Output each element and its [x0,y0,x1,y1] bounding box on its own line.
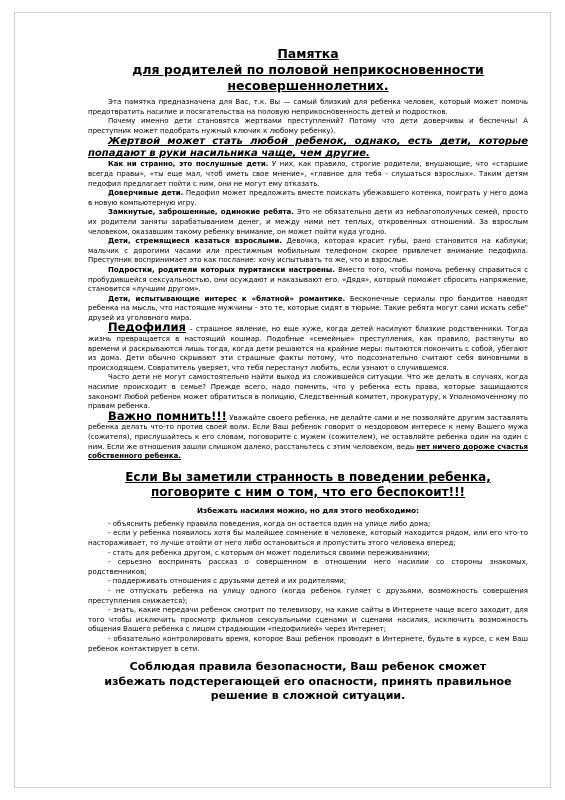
list-item: - знать, какие передачи ребенок смотрит по телевизору, на какие сайты в Интернете чаще всего заходит, для того чтобы исключить просмотр фильмов сексуальными сценами и сценами насилия, исключить возможность общения Вашего ребенка с лицом страдающим «педофилией» через Интернет; [88,606,528,634]
group-lead: Доверчивые дети. [108,189,184,198]
group-lead: Подростки, родители которых пуритански настроены. [108,265,335,274]
group-lead: Дети, стремящиеся казаться взрослыми. [108,237,282,246]
group-paragraph [88,208,528,237]
remember-word: Важно помнить!!! [108,408,227,423]
pedofilia-paragraph [88,320,528,373]
group-lead: Дети, испытывающие интерес к «блатной» романтике. [108,294,346,303]
footer-line-2: избежать подстерегающей его опасности, принять правильное [104,674,512,688]
pedofilia-word: Педофилия [108,320,186,335]
group-paragraph [88,160,528,189]
document-body [88,38,528,704]
pedofilia-text: – страшное явление, но еще хуже, когда детей насилуют близкие родственники. Тогда жизнь превращается в настоящий кошмар. Подобные «семейные» преступления, как правило, растянуты во времени и раскрываются лишь тогда, когда дети решаются на крайние меры: пытаются покончить с собой, убегают из дома. Дети обычно скрывают эти страшные факты потому, что подсознательно считают себя виновными в происходящем. Совратитель уверяет, что тебя перестанут любить, если узнают о случившемся. [88,325,528,372]
title-line-1: Памятка [277,46,339,61]
title-line-3: несовершеннолетних. [227,78,389,93]
remember-paragraph [88,408,528,462]
list-item: - обязательно контролировать время, которое Ваш ребенок проводит в Интернете, будьте в курсе, с кем Ваш ребенок контактирует в сети. [88,634,528,653]
group-lead: Как ни странно, это послушные дети. [108,160,269,169]
highlight-statement: Жертвой может стать любой ребенок, однако, есть дети, которые попадают в руки насильника чаще, чем другие. [88,136,528,160]
group-paragraph [88,266,528,295]
group-text: Бесконечные сериалы про бандитов наводят ребенка на мысль, что настоящие мужчины - это те, которые сидят в тюрьме. Такие ребята могут сами искать себе" друзей из уголовного мира. [88,294,528,322]
heading-2-line-2: поговорите с ним о том, что его беспокоит!!! [150,484,466,499]
title-line-2: для родителей по половой неприкосновенности [132,62,484,77]
group-lead: Замкнутые, заброшенные, одинокие ребята. [108,208,294,217]
group-paragraph [88,295,528,324]
group-paragraph [88,237,528,266]
list-item: - объяснить ребенку правила поведения, когда он остается один на улице либо дома; [108,519,431,528]
list-item: - не отпускать ребенка на улицу одного (когда ребенок гуляет с друзьями, возможность совершения преступления снижается); [88,586,528,605]
footer-line-1: Соблюдая правила безопасности, Ваш ребенок сможет [129,660,487,674]
remember-text: Уважайте своего ребенка, не делайте сами и не позволяйте другим заставлять ребенка делать что-то против своей воли. Если Ваш ребенок говорит о нездоровом интересе к нему Вашего мужа (сожителя), прислушайтесь к его словам, поговорите с мужем (сожителем), не оставляйте ребенка один на один с ним. Если же отношения зашли слишком далеко, расстаньтесь с этим человеком, ведь [88,413,528,451]
group-text: Вместо того, чтобы помочь ребенку справиться с пробудившейся сексуальностью, они осуждают и наказывают его. «Дядя», который поможет сбросить напряжение, становится «лучшим другом». [88,265,528,294]
list-item: - серьезно воспринять рассказ о совершенном в отношении него насилии со стороны знакомых, родственников; [88,558,528,576]
remember-tail: нет ничего дороже счастья собственного ребенка. [88,442,528,461]
heading-3: Избежать насилия можно, но для этого необходимо: [197,505,419,515]
intro-paragraph-1: Эта памятка предназначена для Вас, т.к. Вы — самый близкий для ребенка человек, который может помочь предотвратить насилие и посягательства на половую неприкосновенность детей и подростков. [88,98,528,116]
list-item: - поддерживать отношения с друзьями детей и их родителями; [108,577,347,586]
heading-2-line-1: Если Вы заметили странность в поведении ребенка, [125,469,491,484]
intro-paragraph-2: Почему именно дети становятся жертвами преступлений? Потому что дети доверчивы и беспечны! А преступник может подобрать нужный ключик к любому ребенку). [88,117,528,135]
footer-line-3: решение в сложной ситуации. [210,689,406,703]
group-text: Девочка, которая красит губы, рано становится на каблуки; мальчик с дорогими часами или престижным мобильным телефоном скорее привлечет внимание педофила. Преступник воспринимает это как послание: хочу испытывать то же, что и взрослые. [88,237,529,265]
pedofilia-paragraph-2: Часто дети не могут самостоятельно найти выход из сложившейся ситуации. Что же делать в случаях, когда насилие происходит в семье? Прежде всего, надо помнить, что у ребенка есть права, которые защищаются законом! Любой ребенок может обратиться в полицию, Следственный комитет, прокуратуру, к Уполномоченному по правам ребенка. [88,373,528,411]
list-item: - если у ребенка появилось хотя бы малейшее сомнение в человеке, который находится рядом, или его что-то настораживает, то лучше отойти от него либо остановиться и пропустить этого человека вперед; [88,529,528,547]
group-text: Это не обязательно дети из неблагополучных семей, просто их родители заняты зарабатыванием денег, и между ними нет теплых, откровенных отношений. За взрослым человеком, оказавшим такому ребенку внимание, он может пойти куда угодно. [88,208,528,236]
group-text: Педофил может предложить вместе поискать убежавшего котенка, поиграть у него дома в новую компьютерную игру. [88,189,528,207]
list-item: - стать для ребенка другом, с которым он может поделиться своими переживаниями; [108,548,430,557]
group-paragraph [88,189,528,208]
group-text: У них, как правило, строгие родители, внушающие, что «старшие всегда правы», «ты еще мал, чтоб иметь свое мнение», «главное для тебя - слушаться взрослых». Таким детям педофил предлагает пойти с ним, они не могут ему отказать. [88,160,528,188]
